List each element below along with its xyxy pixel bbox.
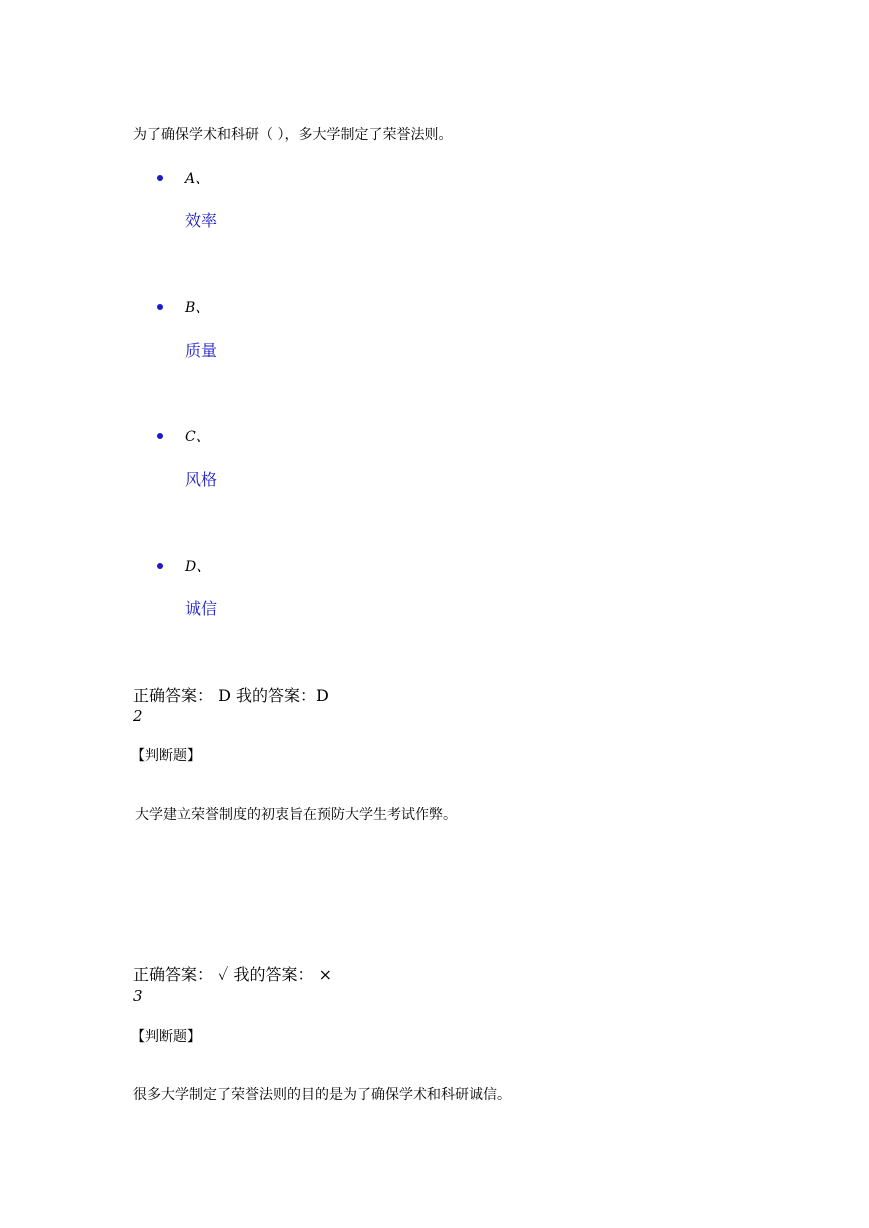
question-2-number: 2 (133, 707, 143, 725)
bullet-icon (157, 175, 163, 181)
option-b-text[interactable]: 质量 (185, 341, 218, 360)
question-3-stem: 很多大学制定了荣誉法则的目的是为了确保学术和科研诚信。 (133, 1087, 511, 1103)
bullet-icon (157, 433, 163, 439)
question-3-number: 3 (133, 987, 143, 1005)
question-1-stem: 为了确保学术和科研（ ），多大学制定了荣誉法则。 (133, 127, 453, 143)
bullet-icon (157, 563, 163, 569)
option-c-text[interactable]: 风格 (185, 470, 218, 489)
question-2-type: 【判断题】 (131, 748, 201, 764)
option-c-letter: C、 (185, 429, 210, 445)
question-3-type: 【判断题】 (131, 1029, 201, 1045)
option-a-text[interactable]: 效率 (185, 211, 218, 230)
bullet-icon (157, 304, 163, 310)
question-1-answer: 正确答案： D 我的答案：D (133, 686, 329, 705)
option-d-letter: D、 (185, 559, 211, 575)
question-2-stem: 大学建立荣誉制度的初衷旨在预防大学生考试作弊。 (135, 807, 457, 823)
question-2-answer: 正确答案： ✓ 我的答案： × (133, 965, 332, 984)
option-b-letter: B、 (185, 300, 210, 316)
option-d-text[interactable]: 诚信 (185, 599, 218, 618)
option-a-letter: A、 (185, 171, 210, 187)
